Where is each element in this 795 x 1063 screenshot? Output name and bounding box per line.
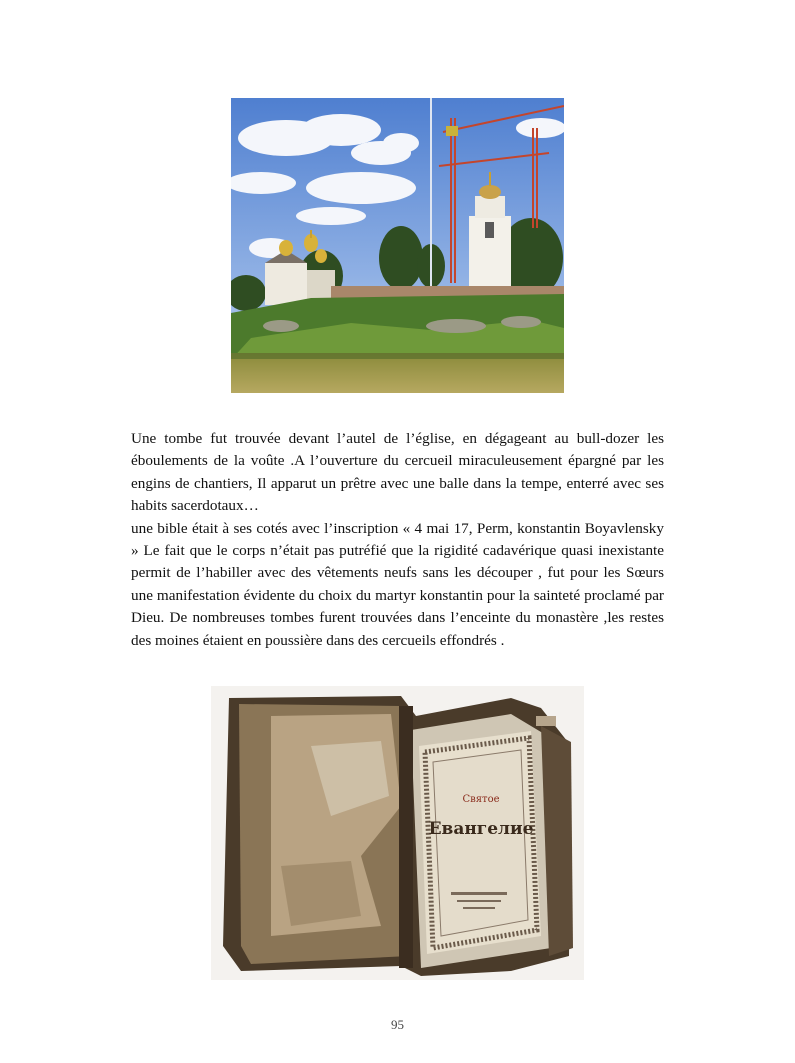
paragraph: Une tombe fut trouvée devant l’autel de l’église, en dégageant au bull-dozer les éboulements de la voûte .A l’ouverture du cercueil miraculeusement épargné par les engins de chantiers, Il apparut un prêtre avec une balle dans la tempe, enterré avec ses habits sacerdotaux… (131, 430, 664, 515)
body-text (131, 428, 664, 652)
bible-title-text: Евангелие (428, 819, 534, 839)
old-bible-photo (211, 686, 584, 980)
paragraph: une bible était à ses cotés avec l’inscription « 4 mai 17, Perm, konstantin Boyavlensky » Le fait que le corps n’était pas putréfié que la rigidité cadavérique quasi inexistante permit de l’habiller avec des vêtements neufs sans les découper , fut pour les Sœurs une manifestation évidente du choix du martyr konstantin pour la sainteté proclamé par Dieu. De nombreuses tombes furent trouvées dans l’enceinte du monastère ,les restes des moines étaient en poussière dans des cercueils effondrés . (131, 519, 664, 649)
page-number: 95 (391, 1017, 404, 1032)
svg-text:Святое: Святое (462, 794, 500, 805)
church-construction-photo (231, 98, 564, 393)
